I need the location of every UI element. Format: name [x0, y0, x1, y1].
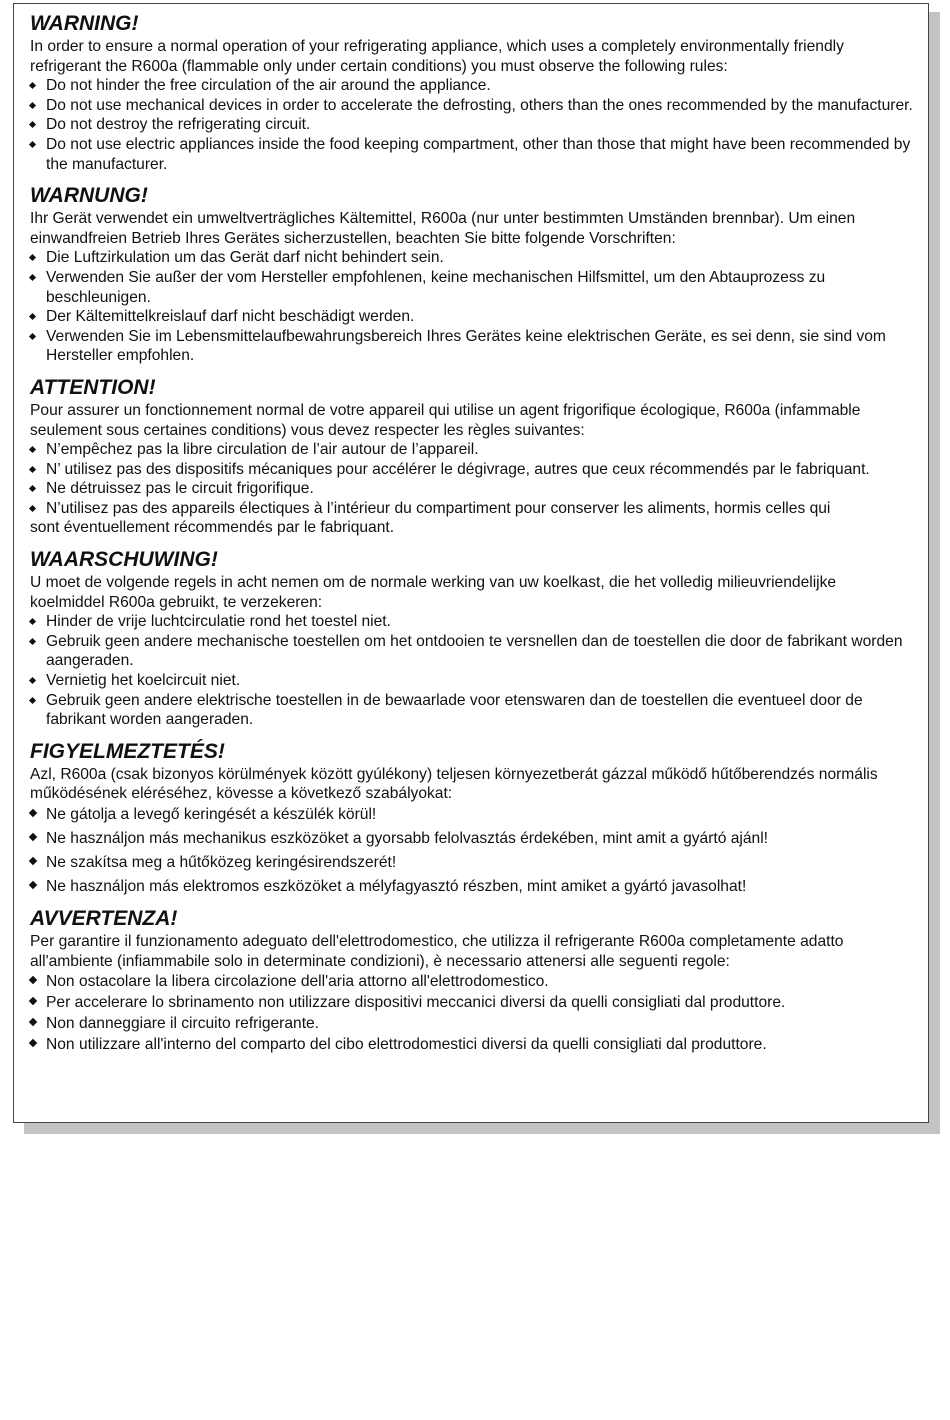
list-item-text: N’ utilisez pas des dispositifs mécaniques pour accélérer le dégivrage, autres que ceux récommendés par le fabriquant.	[46, 460, 870, 478]
diamond-bullet-icon	[29, 618, 36, 625]
list-item-text: Non danneggiare il circuito refrigerante.	[46, 1015, 320, 1033]
rules-list	[30, 248, 914, 366]
list-item	[30, 248, 914, 268]
diamond-bullet-icon	[29, 82, 36, 89]
list-item-text: Non utilizzare all'interno del comparto del cibo elettrodomestici diversi da quelli consigliati dal produttore.	[46, 1036, 767, 1054]
diamond-bullet-icon	[29, 102, 36, 109]
list-item-text: Vernietig het koelcircuit niet.	[46, 672, 241, 690]
section-heading: WARNUNG!	[30, 184, 148, 208]
list-item-text: Gebruik geen andere elektrische toestellen in de bewaarlade voor etenswaren dan de toestellen die eventueel door de fabrikant worden aangeraden.	[46, 691, 863, 729]
list-item-text: Do not use electric appliances inside the food keeping compartment, other than those that might have been recommended by the manufacturer.	[46, 135, 911, 173]
list-item-text: Verwenden Sie im Lebensmittelaufbewahrungsbereich Ihres Gerätes keine elektrischen Geräte, es sei denn, sie sind vom Hersteller empfohlen.	[46, 327, 886, 365]
warning-section-nl	[30, 548, 914, 730]
list-item	[30, 499, 914, 519]
list-item	[30, 1034, 914, 1055]
rules-list	[30, 971, 914, 1055]
list-item	[30, 612, 914, 632]
list-item-text: Ne használjon más elektromos eszközöket a mélyfagyasztó részben, mint amiket a gyártó javasolhat!	[46, 878, 747, 895]
warning-section-fr	[30, 376, 914, 538]
list-item-text: Do not destroy the refrigerating circuit.	[46, 116, 311, 134]
list-item	[30, 460, 914, 480]
section-intro: Per garantire il funzionamento adeguato dell'elettrodomestico, che utilizza il refrigerante R600a completamente adatto all'ambiente (infiammabile solo in determinate condizioni), è necessario attenersi alle seguenti regole:	[30, 933, 844, 970]
list-item-text: Ne szakítsa meg a hűtőközeg keringésirendszerét!	[46, 854, 397, 871]
safety-warning-box	[13, 3, 929, 1123]
section-heading: AVVERTENZA!	[30, 907, 178, 930]
diamond-bullet-icon	[29, 997, 37, 1005]
diamond-bullet-icon	[29, 809, 37, 817]
diamond-bullet-icon	[29, 697, 36, 704]
section-intro: Ihr Gerät verwendet ein umweltverträgliches Kältemittel, R600a (nur unter bestimmten Umständen brennbar). Um einen einwandfreien Betrieb Ihres Gerätes sicherzustellen, beachten Sie bitte folgende Vorschriften:	[30, 210, 856, 247]
diamond-bullet-icon	[29, 677, 36, 684]
list-item-text: Ne használjon más mechanikus eszközöket a gyorsabb felolvasztás érdekében, mint amit a gyártó ajánl!	[46, 830, 769, 847]
diamond-bullet-icon	[29, 1018, 37, 1026]
section-intro: U moet de volgende regels in acht nemen om de normale werking van uw koelkast, die het volledig milieuvriendelijke koelmiddel R600a gebruikt, te verzekeren:	[30, 574, 837, 611]
list-item-text: Verwenden Sie außer der vom Hersteller empfohlenen, keine mechanischen Hilfsmittel, um den Abtauprozess zu beschleunigen.	[46, 268, 826, 306]
section-intro: Azl, R600a (csak bizonyos körülmények között gyúlékony) teljesen környezetberát gázzal működő hűtőberendzés normális működésének eléréséhez, kövesse a következő szabályokat:	[30, 765, 878, 803]
diamond-bullet-icon	[29, 121, 36, 128]
diamond-bullet-icon	[29, 881, 37, 889]
list-item	[30, 479, 914, 499]
diamond-bullet-icon	[29, 976, 37, 984]
list-item	[30, 992, 914, 1013]
diamond-bullet-icon	[29, 333, 36, 340]
diamond-bullet-icon	[29, 446, 36, 453]
list-item	[30, 115, 914, 135]
diamond-bullet-icon	[29, 466, 36, 473]
section-intro: In order to ensure a normal operation of your refrigerating appliance, which uses a completely environmentally friendly refrigerant the R600a (flammable only under certain conditions) you must observe the following rules:	[30, 38, 844, 75]
list-item-text: Gebruik geen andere mechanische toestellen om het ontdooien te versnellen dan de toestellen die door de fabrikant worden aangeraden.	[46, 632, 903, 670]
list-item	[30, 804, 914, 825]
warning-section-en	[30, 12, 914, 174]
warning-section-de	[30, 184, 914, 366]
diamond-bullet-icon	[29, 638, 36, 645]
section-intro: Pour assurer un fonctionnement normal de votre appareil qui utilise un agent frigorifique écologique, R600a (infammable seulement sous certaines conditions) vous devez respecter les règles suivantes:	[30, 401, 861, 439]
list-item	[30, 327, 914, 366]
list-item-text: Die Luftzirkulation um das Gerät darf nicht behindert sein.	[46, 249, 444, 267]
rules-list	[30, 440, 914, 518]
list-item	[30, 632, 914, 671]
list-item-text: Do not use mechanical devices in order to accelerate the defrosting, others than the ones recommended by the manufacturer.	[46, 96, 913, 114]
list-item-text: Der Kältemittelkreislauf darf nicht beschädigt werden.	[46, 308, 415, 326]
rules-list	[30, 612, 914, 730]
list-item	[30, 971, 914, 992]
rules-list	[30, 804, 914, 897]
warning-section-it	[30, 907, 914, 1055]
diamond-bullet-icon	[29, 141, 36, 148]
list-item	[30, 135, 914, 174]
list-item-text: Per accelerare lo sbrinamento non utilizzare dispositivi meccanici diversi da quelli consigliati dal produttore.	[46, 994, 786, 1012]
list-item-text: Non ostacolare la libera circolazione dell'aria attorno all'elettrodomestico.	[46, 973, 549, 991]
diamond-bullet-icon	[29, 485, 36, 492]
list-item-text: N’empêchez pas la libre circulation de l’air autour de l’appareil.	[46, 441, 479, 459]
diamond-bullet-icon	[29, 833, 37, 841]
diamond-bullet-icon	[29, 1039, 37, 1047]
list-item	[30, 307, 914, 327]
diamond-bullet-icon	[29, 274, 36, 281]
list-item-text: N’utilisez pas des appareils électiques à l’intérieur du compartiment pour conserver les aliments, hormis celles qui	[46, 499, 831, 517]
section-heading: WAARSCHUWING!	[30, 548, 218, 572]
list-item	[30, 828, 914, 849]
list-item	[30, 76, 914, 96]
warning-section-hu	[30, 740, 914, 897]
section-heading: ATTENTION!	[30, 375, 156, 399]
list-item-text: Hinder de vrije luchtcirculatie rond het toestel niet.	[46, 613, 391, 631]
list-item	[30, 876, 914, 897]
list-item-text: Ne gátolja a levegő keringését a készülék körül!	[46, 806, 377, 823]
list-item-text: Do not hinder the free circulation of the air around the appliance.	[46, 77, 491, 95]
section-heading: FIGYELMEZTETÉS!	[30, 739, 225, 763]
list-item	[30, 1013, 914, 1034]
list-item	[30, 268, 914, 307]
diamond-bullet-icon	[29, 254, 36, 261]
list-item	[30, 440, 914, 460]
list-item	[30, 96, 914, 116]
list-item	[30, 691, 914, 730]
diamond-bullet-icon	[29, 313, 36, 320]
list-item-text: Ne détruissez pas le circuit frigorifique.	[46, 480, 314, 498]
section-heading: WARNING!	[30, 12, 139, 35]
trailing-line: sont éventuellement récommendés par le fabriquant.	[30, 519, 395, 537]
diamond-bullet-icon	[29, 857, 37, 865]
list-item	[30, 852, 914, 873]
rules-list	[30, 76, 914, 174]
list-item	[30, 671, 914, 691]
diamond-bullet-icon	[29, 505, 36, 512]
